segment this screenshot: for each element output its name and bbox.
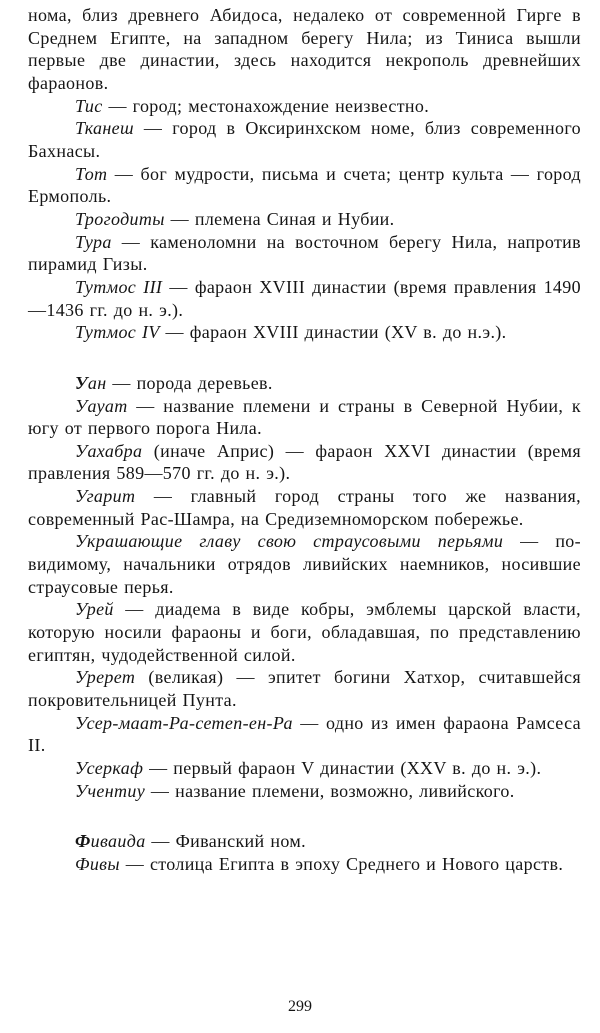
- entry-definition: — порода деревьев.: [106, 372, 273, 393]
- section-initial: Ф: [75, 831, 91, 852]
- entry-term: Трогодиты: [75, 208, 165, 229]
- entry-definition: — город в Оксиринхском номе, близ современного Бахнасы.: [28, 118, 581, 161]
- continuation-paragraph: нома, близ древнего Абидоса, недалеко от современной Гирге в Среднем Египте, на западном берегу Нила; из Тиниса вышли первые две династии, здесь находится некрополь древнейших фараонов.: [28, 5, 581, 93]
- glossary-entry-uan: [28, 372, 581, 395]
- glossary-entry-tkanesh: [28, 117, 581, 162]
- entry-term: иваида: [90, 831, 146, 852]
- glossary-entry-tot: [28, 163, 581, 208]
- entry-definition: — племена Синая и Нубии.: [164, 208, 395, 229]
- glossary-entry-ugarit: [28, 485, 581, 530]
- entry-term: Фивы: [75, 853, 120, 874]
- entry-term: Усер-маат-Ра-сетеп-ен-Ра: [75, 712, 293, 733]
- entry-definition: — столица Египта в эпоху Среднего и Нового царств.: [119, 853, 564, 874]
- entry-definition: — название племени, возможно, ливийского.: [145, 780, 515, 801]
- glossary-entry-tura: [28, 231, 581, 276]
- entry-definition: — город; местонахождение неизвестно.: [102, 95, 430, 116]
- section-initial: У: [75, 372, 88, 393]
- entry-definition: (великая) — эпитет богини Хатхор, считавшейся покровительницей Пунта.: [28, 667, 581, 711]
- entry-definition: — фараон XVIII династии (XV в. до н.э.).: [159, 322, 507, 343]
- entry-term: Тутмос IV: [75, 322, 160, 343]
- glossary-entry-ureret: [28, 666, 581, 711]
- glossary-entry-urey: [28, 598, 581, 666]
- entry-term: Уререт: [75, 667, 136, 688]
- entry-term: Тканеш: [75, 118, 134, 139]
- glossary-entry-fivaida: [28, 830, 581, 853]
- entry-definition: — бог мудрости, письма и счета; центр культа — город Ермополь.: [28, 163, 581, 207]
- glossary-entry-uchentiu: [28, 780, 581, 803]
- entry-definition: — название племени и страны в Северной Нубии, к югу от первого порога Нила.: [28, 395, 581, 439]
- entry-definition: — по-видимому, начальники отрядов ливийских наемников, носившие страусовые перья.: [28, 531, 581, 597]
- entry-term: Урей: [75, 599, 114, 620]
- glossary-entry-uauat: [28, 395, 581, 440]
- entry-term: Тура: [75, 231, 112, 252]
- entry-definition: — фараон XVIII династии (время правления 1490—1436 гг. до н. э.).: [28, 276, 581, 320]
- entry-term: Тот: [75, 163, 108, 184]
- entry-definition: — Фиванский ном.: [145, 831, 306, 852]
- entry-term: Уахабра: [75, 440, 143, 461]
- section-gap: [28, 344, 581, 372]
- entry-term: Тис: [75, 95, 103, 116]
- glossary-entry-user-maat-ra: [28, 712, 581, 757]
- entry-definition: — каменоломни на восточном берегу Нила, напротив пирамид Гизы.: [28, 231, 581, 275]
- entry-term: Угарит: [75, 486, 136, 507]
- entry-term: Уауат: [75, 395, 128, 416]
- entry-term: Учентиу: [75, 780, 146, 801]
- glossary-entry-tis: [28, 95, 581, 118]
- entry-term: Усеркаф: [75, 758, 144, 778]
- glossary-entry-fivy: [28, 853, 581, 876]
- section-gap: [28, 802, 581, 830]
- entry-definition: — диадема в виде кобры, эмблемы царской власти, которую носили фараоны и боги, обладавшая, по представлению египтян, чудодейственной силой.: [28, 599, 581, 665]
- entry-term: Тутмос III: [75, 276, 163, 297]
- entry-definition: — главный город страны того же названия, современный Рас-Шамра, на Средиземноморском побережье.: [28, 486, 581, 529]
- glossary-entry-ukrashayushchie: [28, 530, 581, 598]
- page-number: 299: [288, 998, 312, 1015]
- entry-term: ан: [87, 372, 107, 393]
- entry-term: Украшающие главу свою страусовыми перьями: [75, 531, 504, 552]
- glossary-page: [28, 4, 581, 876]
- entry-definition: — одно из имен фараона Рамсеса II.: [28, 712, 581, 756]
- entry-definition: — первый фараон V династии (XXV в. до н. э.).: [143, 758, 542, 778]
- glossary-entry-trogodity: [28, 208, 581, 231]
- glossary-entry-tutmos-3: [28, 276, 581, 321]
- glossary-entry-uahabra: [28, 440, 581, 485]
- glossary-entry-tutmos-4: [28, 321, 581, 344]
- glossary-entry-userkaf: [28, 757, 581, 780]
- entry-definition: (иначе Априс) — фараон XXVI династии (время правления 589—570 гг. до н. э.).: [28, 440, 581, 484]
